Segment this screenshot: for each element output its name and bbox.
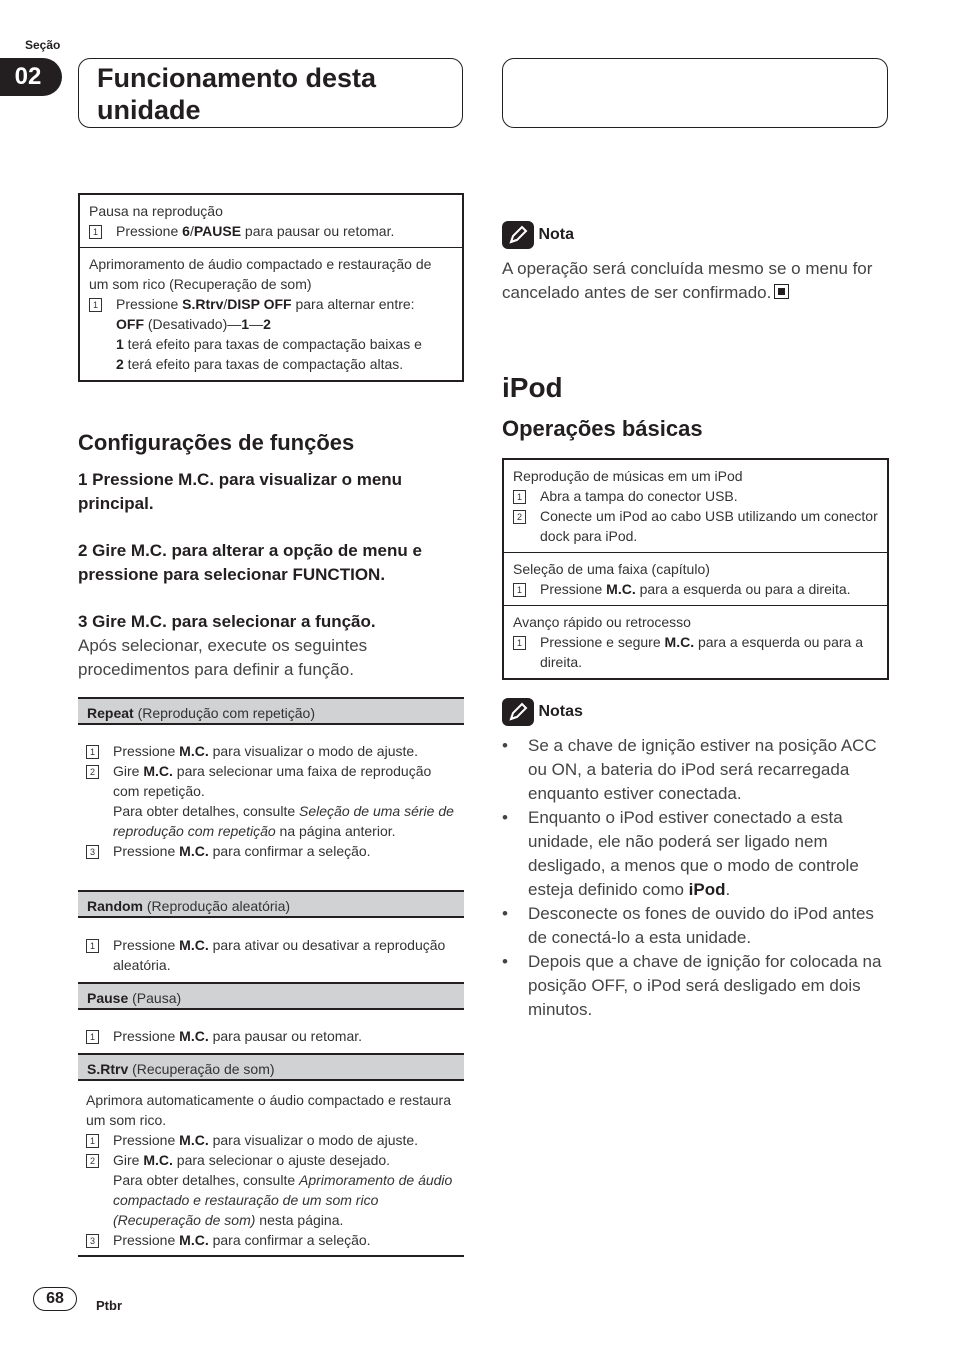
row-heading: Aprimoramento de áudio compactado e restauração de um som rico (Recuperação de som) [89, 256, 432, 292]
config-heading: Configurações de funções [78, 430, 355, 455]
key-name: M.C. [179, 1132, 209, 1148]
notes-list [502, 734, 890, 1022]
step [86, 741, 456, 761]
key-name: M.C. [143, 1152, 173, 1168]
step-text: Conecte um iPod ao cabo USB utilizando um conector dock para iPod. [540, 508, 878, 544]
text: para visualizar o modo de ajuste. [208, 1132, 419, 1148]
text: Gire [113, 1152, 144, 1168]
step-text [540, 579, 879, 599]
function-desc: (Pausa) [128, 990, 182, 1006]
table-row-sound-retriever [80, 247, 462, 380]
text: terá efeito para taxas de compactação altas. [123, 356, 404, 372]
key-name: PAUSE [193, 223, 242, 239]
key-name: S.Rtrv [182, 296, 224, 312]
step [86, 841, 456, 861]
option-2: 2 [116, 356, 124, 372]
table-row [504, 552, 887, 605]
table-row [504, 460, 887, 552]
text: para confirmar a seleção. [208, 843, 371, 859]
language-code: Ptbr [96, 1298, 122, 1313]
step-number-icon: 1 [513, 583, 526, 597]
srtrv-steps [86, 1090, 456, 1250]
text: A operação será concluída mesmo se o menu for cancelado antes de ser confirmado. [502, 259, 873, 302]
step-number-icon: 1 [86, 1030, 99, 1044]
text: — [249, 316, 264, 332]
text: para selecionar o ajuste desejado. [172, 1152, 391, 1168]
function-header-repeat [78, 697, 464, 725]
list-item [502, 806, 890, 902]
step-text: Abra a tampa do conector USB. [540, 488, 738, 504]
step-text [116, 221, 454, 241]
step-number-icon: 1 [86, 939, 99, 953]
cross-reference: Aprimoramento de áudio compactado e restauração de um som rico (Recuperação de som) [113, 1172, 453, 1228]
notes-header [502, 698, 583, 726]
key-name: M.C. [179, 937, 209, 953]
function-name: S.Rtrv [87, 1061, 129, 1077]
key-name: M.C. [179, 843, 209, 859]
function-desc: (Reprodução com repetição) [133, 705, 315, 721]
step-text [113, 1026, 456, 1046]
step [86, 1230, 456, 1250]
step-text [116, 294, 454, 374]
step [86, 761, 456, 841]
step [86, 1130, 456, 1150]
row-heading: Seleção de uma faixa (capítulo) [513, 561, 710, 577]
step-number-icon: 1 [513, 636, 526, 650]
text: Pressione e segure [540, 634, 665, 650]
note-header [502, 221, 574, 249]
row-heading: Reprodução de músicas em um iPod [513, 468, 743, 484]
note-text: Depois que a chave de ignição for colocada na posição OFF, o iPod será desligado em dois minutos. [528, 952, 882, 1019]
end-mark-icon [774, 284, 789, 299]
step-text [113, 741, 456, 761]
step-number-icon: 1 [89, 225, 102, 239]
text: Pressione [113, 843, 180, 859]
step-text [113, 841, 456, 861]
text: Pressione [116, 223, 183, 239]
text: para pausar ou retomar. [241, 223, 395, 239]
step-number-icon: 1 [513, 490, 526, 504]
config-step-3-body: Após selecionar, execute os seguintes procedimentos para definir a função. [78, 636, 368, 679]
text: para confirmar a seleção. [208, 1232, 371, 1248]
step [89, 294, 454, 374]
step [89, 221, 454, 241]
bullet: • [502, 808, 508, 827]
text: para selecionar uma faixa de reprodução com repetição. [113, 763, 432, 799]
function-name: Random [87, 898, 143, 914]
step-number-icon: 2 [86, 765, 99, 779]
key-name: M.C. [179, 743, 209, 759]
step-number-icon: 3 [86, 1234, 99, 1248]
text: para ativar ou desativar a reprodução aleatória. [113, 937, 446, 973]
step [513, 486, 879, 506]
row-heading: Pausa na reprodução [89, 203, 223, 219]
text: para a esquerda ou para a direita. [540, 634, 863, 670]
config-step-1: 1 Pressione M.C. para visualizar o menu principal. [78, 470, 403, 513]
list-item [502, 734, 890, 806]
step-number-icon: 1 [89, 298, 102, 312]
option-1: 1 [116, 336, 124, 352]
step-text [113, 761, 456, 841]
pencil-note-icon [502, 698, 534, 726]
cross-reference: Seleção de uma série de reprodução com repetição [113, 803, 454, 839]
bullet: • [502, 904, 508, 923]
text: terá efeito para taxas de compactação baixas e [123, 336, 422, 352]
step-number-icon: 3 [86, 845, 99, 859]
key-name: M.C. [606, 581, 636, 597]
ipod-title: iPod [502, 372, 563, 403]
text: Enquanto o iPod estiver conectado a esta unidade, ele não poderá ser ligado nem desligado, a menos que o modo de controle esteja definido como [528, 808, 859, 899]
text: nesta página. [255, 1212, 344, 1228]
note-text [502, 257, 890, 305]
key-name: DISP OFF [227, 296, 292, 312]
function-header-random [78, 890, 464, 918]
text: Pressione [113, 1132, 180, 1148]
pause-sound-retriever-table [78, 193, 464, 382]
step [513, 579, 879, 599]
key-name: M.C. [179, 1232, 209, 1248]
option-off: OFF [116, 316, 144, 332]
bullet: • [502, 952, 508, 971]
text: Para obter detalhes, consulte [113, 803, 300, 819]
text: . [725, 880, 731, 899]
step-text [113, 1230, 456, 1250]
text: para a esquerda ou para a direita. [635, 581, 851, 597]
mode-name: iPod [688, 880, 726, 899]
note-text: Se a chave de ignição estiver na posição ACC ou ON, a bateria do iPod será recarregada enquanto estiver conectada. [528, 736, 877, 803]
section-number-tab [0, 58, 62, 96]
text: para alternar entre: [291, 296, 415, 312]
repeat-steps [86, 741, 456, 861]
step [86, 935, 456, 975]
pause-steps [86, 1026, 456, 1046]
random-steps [86, 935, 456, 975]
step-text [113, 1130, 456, 1150]
text: Pressione [113, 1028, 180, 1044]
function-header-pause [78, 982, 464, 1010]
row-heading: Avanço rápido ou retrocesso [513, 614, 691, 630]
text: para visualizar o modo de ajuste. [208, 743, 419, 759]
note-text: Desconecte os fones de ouvido do iPod antes de conectá-lo a esta unidade. [528, 904, 874, 947]
section-label: Seção [25, 38, 61, 52]
text: / [189, 223, 194, 239]
option-2: 2 [263, 316, 271, 332]
function-desc: (Reprodução aleatória) [143, 898, 291, 914]
ipod-subtitle: Operações básicas [502, 416, 703, 441]
function-name: Repeat [87, 705, 134, 721]
text: Para obter detalhes, consulte [113, 1172, 300, 1188]
function-intro: Aprimora automaticamente o áudio compactado e restaura um som rico. [86, 1092, 451, 1128]
function-desc: (Recuperação de som) [128, 1061, 275, 1077]
function-header-srtrv [78, 1053, 464, 1081]
text: / [223, 296, 228, 312]
ipod-operations-table [502, 458, 889, 680]
pencil-note-icon [502, 221, 534, 249]
text: (Desativado)— [144, 316, 242, 332]
function-name: Pause [87, 990, 129, 1006]
text: Pressione [540, 581, 607, 597]
text: para pausar ou retomar. [208, 1028, 363, 1044]
text: na página anterior. [275, 823, 396, 839]
list-item [502, 902, 890, 950]
table-row [504, 605, 887, 678]
step-text [113, 1150, 456, 1230]
step-number-icon: 1 [86, 1134, 99, 1148]
note-text [528, 806, 890, 902]
notes-label: Notas [538, 703, 583, 721]
text: Pressione [116, 296, 183, 312]
note-label: Nota [538, 226, 575, 244]
step-text [113, 935, 456, 975]
config-step-3: 3 Gire M.C. para selecionar a função. [78, 612, 376, 631]
text: Gire [113, 763, 144, 779]
text: Pressione [113, 937, 180, 953]
step [86, 1150, 456, 1230]
key-name: 6 [182, 223, 190, 239]
step-number-icon: 1 [86, 745, 99, 759]
section-number: 02 [14, 63, 42, 90]
empty-title-box [502, 58, 888, 128]
step-number-icon: 2 [513, 510, 526, 524]
key-name: M.C. [143, 763, 173, 779]
key-name: M.C. [664, 634, 695, 650]
text: Pressione [113, 1232, 180, 1248]
step [86, 1026, 456, 1046]
key-name: M.C. [179, 1028, 209, 1044]
step-number-icon: 2 [86, 1154, 99, 1168]
chapter-title: Funcionamento desta unidade [78, 58, 463, 128]
bullet: • [502, 736, 508, 755]
list-item [502, 950, 890, 1022]
step [513, 506, 879, 546]
option-1: 1 [241, 316, 250, 332]
step-text [540, 632, 879, 672]
table-row-pause [80, 195, 462, 247]
page-number: 68 [33, 1287, 77, 1311]
step [513, 632, 879, 672]
config-step-2: 2 Gire M.C. para alterar a opção de menu e pressione para selecionar FUNCTION. [78, 541, 422, 584]
text: Pressione [113, 743, 180, 759]
table-bottom-rule [78, 1255, 464, 1257]
